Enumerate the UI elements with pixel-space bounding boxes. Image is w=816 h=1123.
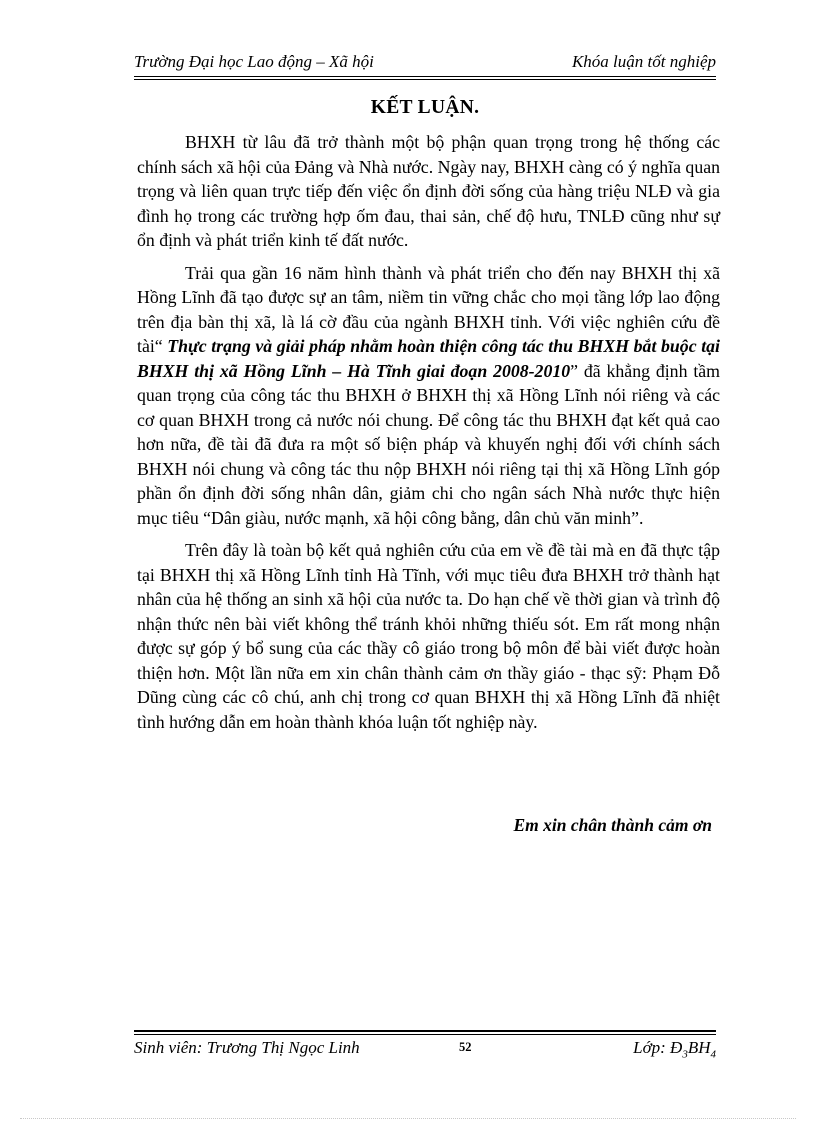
thesis-title: Thực trạng và giải pháp nhằm hoàn thiện công tác thu BHXH bắt buộc tại BHXH thị xã Hồng Lĩnh – Hà Tĩnh giai đoạn 2008-2010: [137, 336, 720, 381]
footer-class-mid: BH: [687, 1038, 711, 1057]
footer-class-prefix: Lớp: Đ: [633, 1038, 683, 1057]
header-doc-type: Khóa luận tốt nghiệp: [571, 52, 716, 71]
paragraph-1: BHXH từ lâu đã trở thành một bộ phận quan trọng trong hệ thống các chính sách xã hội của Đảng và Nhà nước. Ngày nay, BHXH càng có ý nghĩa quan trọng và liên quan trực tiếp đến việc ổn định đời sống của hàng triệu NLĐ và gia đình họ trong các trường hợp ốm đau, thai sản, chế độ hưu, TNLĐ cũng như sự ổn định và phát triển kinh tế đất nước.: [137, 132, 720, 250]
footer-rule-inner: [134, 1034, 716, 1035]
paragraph-2: [137, 261, 720, 531]
header-school: Trường Đại học Lao động – Xã hội: [134, 52, 374, 71]
page-footer: [134, 1038, 716, 1062]
footer-student: Sinh viên: Trương Thị Ngọc Linh: [134, 1038, 360, 1057]
body-text: [137, 130, 720, 742]
paragraph-2-end: ” đã khẳng định tầm quan trọng của công tác thu BHXH ở BHXH thị xã Hồng Lĩnh nói riêng và các cơ quan BHXH trong cả nước nói chung. Để công tác thu BHXH đạt kết quả cao hơn nữa, đề tài đã đưa ra một số biện pháp và khuyến nghị đối với chính sách BHXH nói chung và công tác thu nộp BHXH nói riêng tại thị xã Hồng Lĩnh góp phần ổn định đời sống nhân dân, giảm chi cho ngân sách Nhà nước thực hiện mục tiêu “Dân giàu, nước mạnh, xã hội công bằng, dân chủ văn minh”.: [137, 360, 720, 528]
header-rule: [134, 76, 716, 80]
footer-class-sub1: 3: [682, 1048, 688, 1061]
page-edge-dots: [20, 1118, 796, 1119]
closing-thanks: Em xin chân thành cảm ơn: [513, 815, 712, 835]
paragraph-2-start: Trải qua gần 16 năm hình thành và phát triển cho đến nay BHXH thị xã Hồng Lĩnh đã tạo được sự an tâm, niềm tin vững chắc cho mọi tầng lớp lao động trên địa bàn thị xã, là lá cờ đầu của ngành BHXH tỉnh. Với việc nghiên cứu đề tài“: [137, 262, 720, 356]
page-header: [134, 48, 716, 72]
footer-class: [633, 1038, 716, 1060]
footer-class-sub2: 4: [710, 1048, 716, 1061]
page-title: KẾT LUẬN.: [370, 97, 480, 118]
footer-rule-top: [134, 1030, 716, 1032]
page-number: 52: [459, 1040, 472, 1054]
paragraph-3: Trên đây là toàn bộ kết quả nghiên cứu của em về đề tài mà en đã thực tập tại BHXH thị xã Hồng Lĩnh tỉnh Hà Tĩnh, với mục tiêu đưa BHXH trở thành hạt nhân của hệ thống an sinh xã hội của nước ta. Do hạn chế về thời gian và trình độ nhận thức nên bài viết không thể tránh khỏi những thiếu sót. Em rất mong nhận được sự góp ý bổ sung của các thầy cô giáo trong bộ môn để bài viết được hoàn thiện hơn. Một lần nữa em xin chân thành cảm ơn thầy giáo - thạc sỹ: Phạm Đỗ Dũng cùng các cô chú, anh chị trong cơ quan BHXH thị xã Hồng Lĩnh đã nhiệt tình hướng dẫn em hoàn thành khóa luận tốt nghiệp này.: [137, 540, 720, 732]
